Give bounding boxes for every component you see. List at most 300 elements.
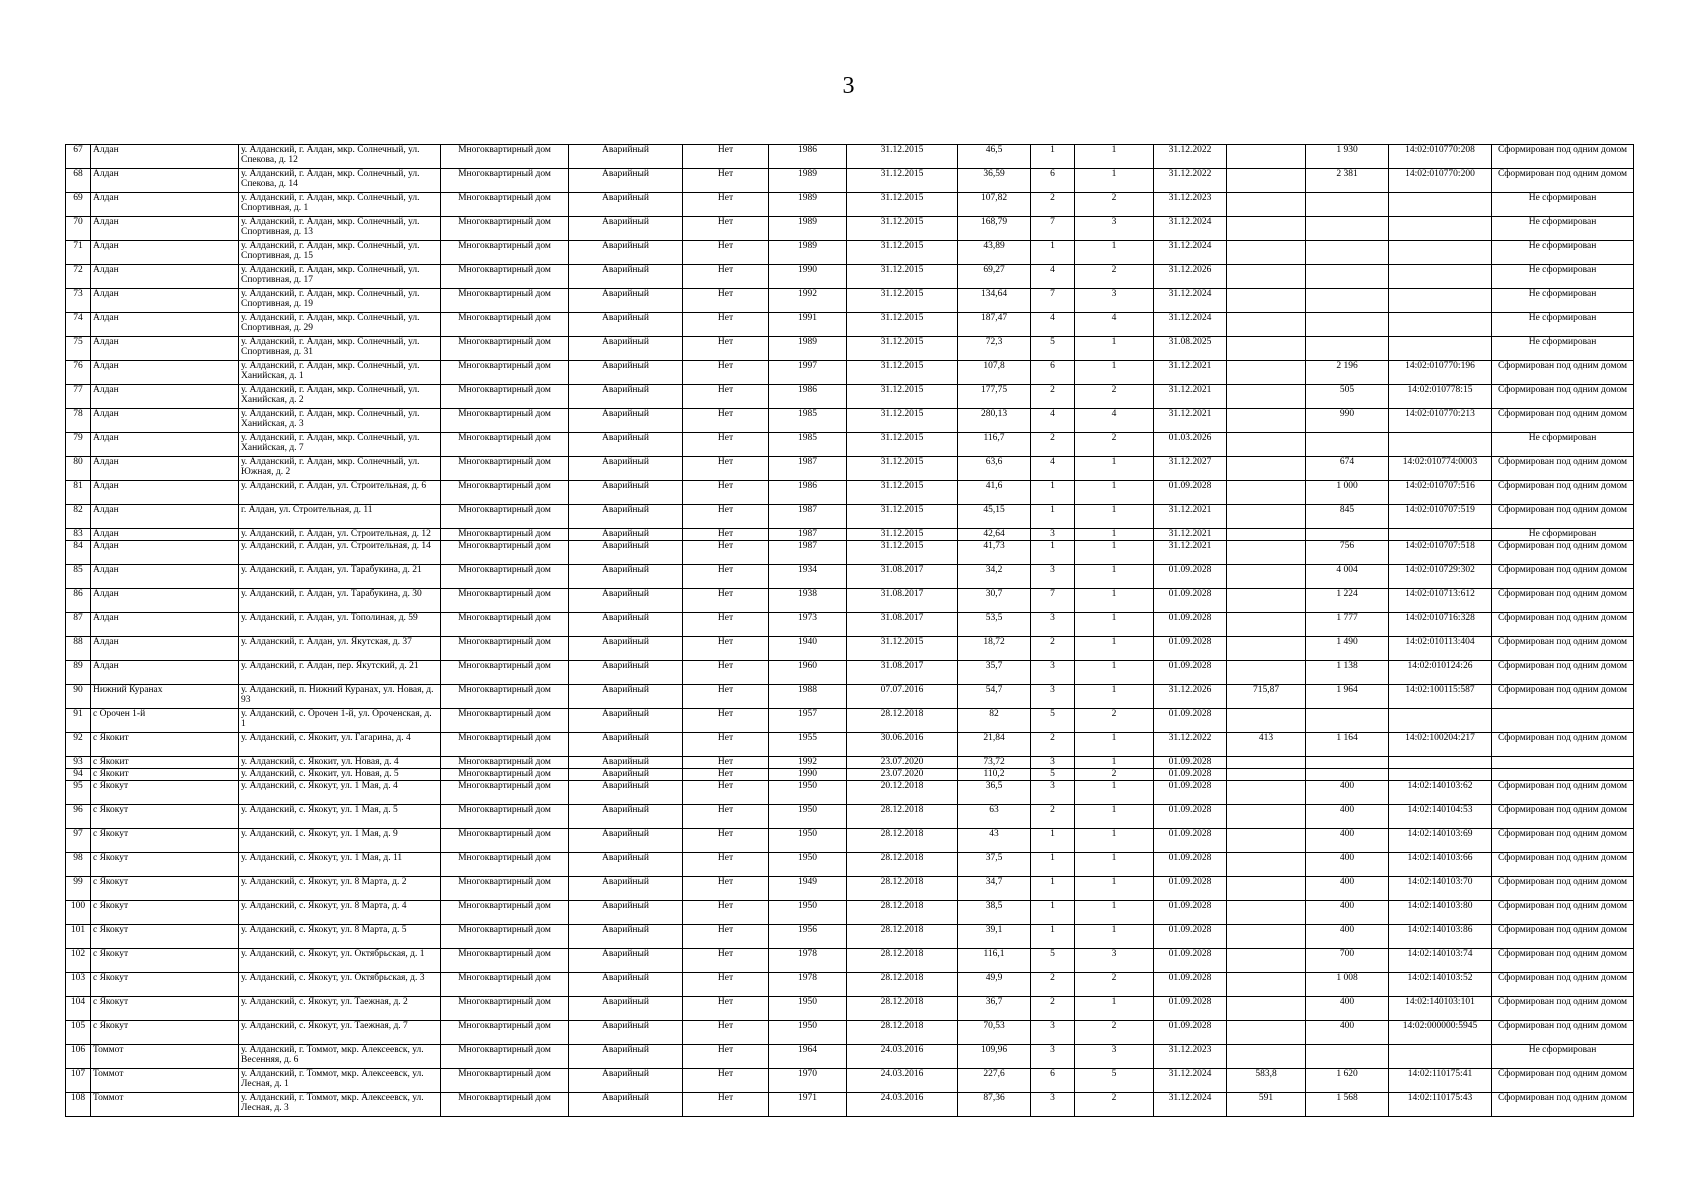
- cell-land-plot-status: Сформирован под одним домом: [1492, 733, 1634, 757]
- cell-land-area: [1227, 433, 1306, 457]
- cell-area: 53,5: [958, 613, 1031, 637]
- cell-apartments: 2: [1075, 973, 1154, 997]
- cell-land-area: [1227, 829, 1306, 853]
- cell-building-type: Многоквартирный дом: [441, 613, 569, 637]
- cell-cadastral-number: 14:02:100115:587: [1389, 685, 1492, 709]
- table-row: [66, 1045, 1634, 1069]
- cell-land-plot-status: Не сформирован: [1492, 265, 1634, 289]
- cell-condition: Аварийный: [569, 1093, 683, 1117]
- cell-recognition-date: 28.12.2018: [847, 829, 958, 853]
- cell-row-number: 89: [66, 661, 91, 685]
- cell-built-year: 1971: [769, 1093, 847, 1117]
- cell-row-number: 101: [66, 925, 91, 949]
- cell-land-area: [1227, 805, 1306, 829]
- cell-plot-area: 400: [1306, 781, 1389, 805]
- cell-land-area: [1227, 169, 1306, 193]
- table-row: [66, 337, 1634, 361]
- cell-cultural-heritage: Нет: [683, 217, 769, 241]
- cell-land-area: [1227, 313, 1306, 337]
- cell-address: г. Алдан, ул. Строительная, д. 11: [239, 505, 441, 529]
- cell-row-number: 86: [66, 589, 91, 613]
- cell-locality: Алдан: [91, 385, 239, 409]
- cell-condition: Аварийный: [569, 709, 683, 733]
- cell-row-number: 103: [66, 973, 91, 997]
- cell-locality: Алдан: [91, 481, 239, 505]
- cell-land-area: [1227, 529, 1306, 541]
- cell-land-plot-status: Сформирован под одним домом: [1492, 685, 1634, 709]
- cell-cultural-heritage: Нет: [683, 529, 769, 541]
- cell-residents: 1: [1031, 829, 1075, 853]
- cell-locality: с Якокут: [91, 973, 239, 997]
- cell-recognition-date: 31.12.2015: [847, 217, 958, 241]
- cell-apartments: 3: [1075, 289, 1154, 313]
- cell-cultural-heritage: Нет: [683, 565, 769, 589]
- cell-plot-area: [1306, 241, 1389, 265]
- cell-address: у. Алданский, г. Алдан, мкр. Солнечный, ул. Спортивная, д. 17: [239, 265, 441, 289]
- cell-row-number: 106: [66, 1045, 91, 1069]
- cell-relocation-date: 31.12.2027: [1154, 457, 1227, 481]
- cell-relocation-date: 01.09.2028: [1154, 781, 1227, 805]
- cell-area: 168,79: [958, 217, 1031, 241]
- table-row: [66, 565, 1634, 589]
- cell-area: 177,75: [958, 385, 1031, 409]
- cell-relocation-date: 01.09.2028: [1154, 481, 1227, 505]
- cell-residents: 2: [1031, 733, 1075, 757]
- cell-relocation-date: 01.09.2028: [1154, 973, 1227, 997]
- cell-area: 42,64: [958, 529, 1031, 541]
- cell-land-area: [1227, 541, 1306, 565]
- cell-relocation-date: 31.12.2026: [1154, 685, 1227, 709]
- cell-building-type: Многоквартирный дом: [441, 637, 569, 661]
- cell-recognition-date: 31.12.2015: [847, 481, 958, 505]
- cell-apartments: 1: [1075, 589, 1154, 613]
- cell-relocation-date: 31.12.2024: [1154, 241, 1227, 265]
- cell-land-area: [1227, 973, 1306, 997]
- cell-plot-area: 505: [1306, 385, 1389, 409]
- cell-locality: Алдан: [91, 145, 239, 169]
- cell-row-number: 96: [66, 805, 91, 829]
- cell-cadastral-number: 14:02:140103:66: [1389, 853, 1492, 877]
- table-row: [66, 853, 1634, 877]
- cell-area: 134,64: [958, 289, 1031, 313]
- cell-cadastral-number: 14:02:140103:86: [1389, 925, 1492, 949]
- cell-area: 46,5: [958, 145, 1031, 169]
- cell-condition: Аварийный: [569, 193, 683, 217]
- cell-row-number: 87: [66, 613, 91, 637]
- cell-cadastral-number: [1389, 241, 1492, 265]
- cell-condition: Аварийный: [569, 829, 683, 853]
- cell-address: у. Алданский, с. Якокут, ул. Октябрьская, д. 3: [239, 973, 441, 997]
- cell-area: 63: [958, 805, 1031, 829]
- cell-cadastral-number: 14:02:010124:26: [1389, 661, 1492, 685]
- cell-locality: Нижний Куранах: [91, 685, 239, 709]
- cell-condition: Аварийный: [569, 757, 683, 769]
- cell-address: у. Алданский, г. Алдан, мкр. Солнечный, ул. Спортивная, д. 31: [239, 337, 441, 361]
- cell-residents: 2: [1031, 637, 1075, 661]
- cell-locality: Алдан: [91, 505, 239, 529]
- cell-relocation-date: 01.09.2028: [1154, 589, 1227, 613]
- cell-condition: Аварийный: [569, 805, 683, 829]
- cell-recognition-date: 28.12.2018: [847, 925, 958, 949]
- cell-condition: Аварийный: [569, 589, 683, 613]
- cell-apartments: 1: [1075, 877, 1154, 901]
- cell-cadastral-number: 14:02:010729:302: [1389, 565, 1492, 589]
- cell-building-type: Многоквартирный дом: [441, 757, 569, 769]
- cell-residents: 2: [1031, 433, 1075, 457]
- cell-building-type: Многоквартирный дом: [441, 481, 569, 505]
- cell-apartments: 1: [1075, 685, 1154, 709]
- cell-land-area: [1227, 265, 1306, 289]
- cell-address: у. Алданский, с. Якокут, ул. Таежная, д. 2: [239, 997, 441, 1021]
- cell-row-number: 85: [66, 565, 91, 589]
- cell-relocation-date: 01.09.2028: [1154, 661, 1227, 685]
- cell-area: 69,27: [958, 265, 1031, 289]
- cell-cultural-heritage: Нет: [683, 457, 769, 481]
- cell-condition: Аварийный: [569, 265, 683, 289]
- cell-apartments: 1: [1075, 529, 1154, 541]
- cell-apartments: 1: [1075, 457, 1154, 481]
- cell-area: 38,5: [958, 901, 1031, 925]
- cell-row-number: 84: [66, 541, 91, 565]
- cell-area: 34,7: [958, 877, 1031, 901]
- table-row: [66, 997, 1634, 1021]
- cell-condition: Аварийный: [569, 997, 683, 1021]
- cell-building-type: Многоквартирный дом: [441, 541, 569, 565]
- cell-address: у. Алданский, г. Алдан, ул. Строительная, д. 14: [239, 541, 441, 565]
- cell-address: у. Алданский, г. Томмот, мкр. Алексеевск, ул. Весенняя, д. 6: [239, 1045, 441, 1069]
- cell-locality: с Якокут: [91, 829, 239, 853]
- cell-cultural-heritage: Нет: [683, 637, 769, 661]
- table-row: [66, 169, 1634, 193]
- cell-recognition-date: 31.12.2015: [847, 541, 958, 565]
- cell-locality: Алдан: [91, 193, 239, 217]
- table-row: [66, 217, 1634, 241]
- cell-land-plot-status: [1492, 709, 1634, 733]
- cell-land-area: 583,8: [1227, 1069, 1306, 1093]
- cell-address: у. Алданский, с. Якокут, ул. 1 Мая, д. 9: [239, 829, 441, 853]
- cell-row-number: 72: [66, 265, 91, 289]
- cell-plot-area: [1306, 217, 1389, 241]
- cell-building-type: Многоквартирный дом: [441, 217, 569, 241]
- cell-built-year: 1940: [769, 637, 847, 661]
- cell-row-number: 93: [66, 757, 91, 769]
- cell-building-type: Многоквартирный дом: [441, 169, 569, 193]
- cell-cultural-heritage: Нет: [683, 709, 769, 733]
- cell-condition: Аварийный: [569, 637, 683, 661]
- cell-area: 107,82: [958, 193, 1031, 217]
- cell-relocation-date: 01.09.2028: [1154, 757, 1227, 769]
- cell-plot-area: [1306, 769, 1389, 781]
- cell-condition: Аварийный: [569, 241, 683, 265]
- cell-land-plot-status: Сформирован под одним домом: [1492, 973, 1634, 997]
- cell-cadastral-number: 14:02:010707:519: [1389, 505, 1492, 529]
- cell-recognition-date: 31.12.2015: [847, 409, 958, 433]
- cell-area: 280,13: [958, 409, 1031, 433]
- cell-cadastral-number: [1389, 709, 1492, 733]
- cell-land-plot-status: Не сформирован: [1492, 289, 1634, 313]
- cell-condition: Аварийный: [569, 217, 683, 241]
- cell-cultural-heritage: Нет: [683, 505, 769, 529]
- cell-recognition-date: 31.12.2015: [847, 313, 958, 337]
- cell-built-year: 1989: [769, 169, 847, 193]
- cell-apartments: 1: [1075, 145, 1154, 169]
- cell-cultural-heritage: Нет: [683, 733, 769, 757]
- cell-apartments: 2: [1075, 709, 1154, 733]
- table-row: [66, 637, 1634, 661]
- cell-land-area: [1227, 241, 1306, 265]
- cell-plot-area: 400: [1306, 901, 1389, 925]
- cell-land-area: [1227, 997, 1306, 1021]
- cell-condition: Аварийный: [569, 733, 683, 757]
- cell-plot-area: 1 930: [1306, 145, 1389, 169]
- table-row: [66, 781, 1634, 805]
- cell-building-type: Многоквартирный дом: [441, 457, 569, 481]
- cell-area: 72,3: [958, 337, 1031, 361]
- cell-land-plot-status: Не сформирован: [1492, 241, 1634, 265]
- cell-relocation-date: 01.09.2028: [1154, 829, 1227, 853]
- cell-land-area: [1227, 409, 1306, 433]
- cell-cultural-heritage: Нет: [683, 997, 769, 1021]
- cell-cultural-heritage: Нет: [683, 1045, 769, 1069]
- cell-residents: 4: [1031, 409, 1075, 433]
- cell-plot-area: 700: [1306, 949, 1389, 973]
- cell-land-plot-status: Сформирован под одним домом: [1492, 997, 1634, 1021]
- cell-locality: с Якокут: [91, 877, 239, 901]
- cell-row-number: 75: [66, 337, 91, 361]
- cell-cadastral-number: 14:02:010707:516: [1389, 481, 1492, 505]
- cell-locality: Алдан: [91, 613, 239, 637]
- cell-residents: 3: [1031, 661, 1075, 685]
- cell-plot-area: 400: [1306, 805, 1389, 829]
- cell-built-year: 1990: [769, 265, 847, 289]
- cell-cultural-heritage: Нет: [683, 973, 769, 997]
- cell-building-type: Многоквартирный дом: [441, 241, 569, 265]
- cell-apartments: 5: [1075, 1069, 1154, 1093]
- cell-address: у. Алданский, г. Томмот, мкр. Алексеевск, ул. Лесная, д. 1: [239, 1069, 441, 1093]
- cell-address: у. Алданский, г. Томмот, мкр. Алексеевск, ул. Лесная, д. 3: [239, 1093, 441, 1117]
- cell-area: 39,1: [958, 925, 1031, 949]
- table-row: [66, 433, 1634, 457]
- cell-locality: Алдан: [91, 265, 239, 289]
- cell-land-area: [1227, 853, 1306, 877]
- cell-building-type: Многоквартирный дом: [441, 505, 569, 529]
- cell-recognition-date: 30.06.2016: [847, 733, 958, 757]
- cell-land-plot-status: Сформирован под одним домом: [1492, 565, 1634, 589]
- cell-recognition-date: 28.12.2018: [847, 997, 958, 1021]
- cell-building-type: Многоквартирный дом: [441, 265, 569, 289]
- cell-address: у. Алданский, г. Алдан, пер. Якутский, д. 21: [239, 661, 441, 685]
- cell-relocation-date: 01.09.2028: [1154, 613, 1227, 637]
- cell-area: 41,73: [958, 541, 1031, 565]
- cell-residents: 5: [1031, 769, 1075, 781]
- cell-built-year: 1956: [769, 925, 847, 949]
- cell-locality: с Якокит: [91, 757, 239, 769]
- cell-cultural-heritage: Нет: [683, 433, 769, 457]
- cell-building-type: Многоквартирный дом: [441, 565, 569, 589]
- cell-building-type: Многоквартирный дом: [441, 1021, 569, 1045]
- cell-area: 18,72: [958, 637, 1031, 661]
- cell-address: у. Алданский, г. Алдан, ул. Якутская, д. 37: [239, 637, 441, 661]
- cell-address: у. Алданский, г. Алдан, ул. Тарабукина, д. 21: [239, 565, 441, 589]
- cell-built-year: 1992: [769, 757, 847, 769]
- cell-recognition-date: 31.12.2015: [847, 637, 958, 661]
- cell-relocation-date: 31.12.2023: [1154, 193, 1227, 217]
- cell-land-plot-status: Сформирован под одним домом: [1492, 1021, 1634, 1045]
- cell-locality: с Орочен 1-й: [91, 709, 239, 733]
- cell-residents: 6: [1031, 361, 1075, 385]
- cell-cultural-heritage: Нет: [683, 385, 769, 409]
- cell-area: 21,84: [958, 733, 1031, 757]
- cell-cultural-heritage: Нет: [683, 169, 769, 193]
- cell-area: 107,8: [958, 361, 1031, 385]
- cell-row-number: 107: [66, 1069, 91, 1093]
- page-number: 3: [842, 73, 855, 99]
- cell-plot-area: 400: [1306, 925, 1389, 949]
- cell-address: у. Алданский, с. Якокут, ул. 1 Мая, д. 4: [239, 781, 441, 805]
- cell-relocation-date: 01.09.2028: [1154, 709, 1227, 733]
- cell-land-area: [1227, 481, 1306, 505]
- table-row: [66, 541, 1634, 565]
- cell-area: 43: [958, 829, 1031, 853]
- cell-locality: с Якокут: [91, 853, 239, 877]
- cell-cadastral-number: 14:02:010770:200: [1389, 169, 1492, 193]
- housing-register-table: [65, 144, 1634, 1117]
- cell-built-year: 1986: [769, 145, 847, 169]
- cell-land-plot-status: Сформирован под одним домом: [1492, 661, 1634, 685]
- cell-row-number: 92: [66, 733, 91, 757]
- cell-locality: Томмот: [91, 1093, 239, 1117]
- cell-built-year: 1988: [769, 685, 847, 709]
- cell-residents: 1: [1031, 481, 1075, 505]
- cell-building-type: Многоквартирный дом: [441, 529, 569, 541]
- table-row: [66, 925, 1634, 949]
- table-row: [66, 901, 1634, 925]
- cell-relocation-date: 31.12.2021: [1154, 409, 1227, 433]
- cell-address: у. Алданский, с. Якокут, ул. Таежная, д. 7: [239, 1021, 441, 1045]
- cell-land-plot-status: Сформирован под одним домом: [1492, 1093, 1634, 1117]
- cell-building-type: Многоквартирный дом: [441, 409, 569, 433]
- cell-residents: 2: [1031, 973, 1075, 997]
- cell-land-plot-status: Сформирован под одним домом: [1492, 481, 1634, 505]
- cell-apartments: 1: [1075, 757, 1154, 769]
- cell-condition: Аварийный: [569, 529, 683, 541]
- cell-building-type: Многоквартирный дом: [441, 925, 569, 949]
- cell-condition: Аварийный: [569, 169, 683, 193]
- cell-address: у. Алданский, г. Алдан, ул. Тарабукина, д. 30: [239, 589, 441, 613]
- table-row: [66, 481, 1634, 505]
- cell-residents: 1: [1031, 901, 1075, 925]
- cell-cadastral-number: 14:02:110175:41: [1389, 1069, 1492, 1093]
- cell-cultural-heritage: Нет: [683, 613, 769, 637]
- cell-building-type: Многоквартирный дом: [441, 709, 569, 733]
- cell-plot-area: 1 164: [1306, 733, 1389, 757]
- cell-address: у. Алданский, с. Якокут, ул. Октябрьская, д. 1: [239, 949, 441, 973]
- cell-recognition-date: 31.08.2017: [847, 661, 958, 685]
- cell-built-year: 1989: [769, 217, 847, 241]
- cell-area: 187,47: [958, 313, 1031, 337]
- cell-land-area: [1227, 757, 1306, 769]
- cell-row-number: 97: [66, 829, 91, 853]
- cell-plot-area: 1 000: [1306, 481, 1389, 505]
- cell-residents: 1: [1031, 145, 1075, 169]
- cell-area: 54,7: [958, 685, 1031, 709]
- cell-relocation-date: 31.12.2021: [1154, 505, 1227, 529]
- cell-apartments: 1: [1075, 337, 1154, 361]
- cell-cadastral-number: [1389, 217, 1492, 241]
- cell-plot-area: 756: [1306, 541, 1389, 565]
- cell-cadastral-number: 14:02:010778:15: [1389, 385, 1492, 409]
- cell-row-number: 90: [66, 685, 91, 709]
- cell-land-area: 715,87: [1227, 685, 1306, 709]
- cell-locality: Алдан: [91, 457, 239, 481]
- cell-condition: Аварийный: [569, 565, 683, 589]
- cell-condition: Аварийный: [569, 457, 683, 481]
- cell-residents: 7: [1031, 217, 1075, 241]
- cell-locality: Алдан: [91, 409, 239, 433]
- cell-plot-area: 1 964: [1306, 685, 1389, 709]
- cell-relocation-date: 01.03.2026: [1154, 433, 1227, 457]
- cell-address: у. Алданский, с. Якокит, ул. Новая, д. 5: [239, 769, 441, 781]
- cell-built-year: 1950: [769, 1021, 847, 1045]
- table-row: [66, 289, 1634, 313]
- cell-cadastral-number: 14:02:140103:62: [1389, 781, 1492, 805]
- cell-plot-area: 1 490: [1306, 637, 1389, 661]
- cell-cadastral-number: [1389, 289, 1492, 313]
- cell-locality: Алдан: [91, 661, 239, 685]
- cell-apartments: 1: [1075, 781, 1154, 805]
- table-row: [66, 805, 1634, 829]
- cell-locality: Алдан: [91, 313, 239, 337]
- cell-land-plot-status: Сформирован под одним домом: [1492, 925, 1634, 949]
- cell-residents: 3: [1031, 613, 1075, 637]
- cell-address: у. Алданский, г. Алдан, мкр. Солнечный, ул. Ханийская, д. 3: [239, 409, 441, 433]
- cell-cadastral-number: 14:02:010113:404: [1389, 637, 1492, 661]
- cell-cadastral-number: 14:02:010770:213: [1389, 409, 1492, 433]
- cell-area: 110,2: [958, 769, 1031, 781]
- cell-cultural-heritage: Нет: [683, 781, 769, 805]
- cell-address: у. Алданский, г. Алдан, мкр. Солнечный, ул. Спортивная, д. 19: [239, 289, 441, 313]
- cell-locality: Алдан: [91, 433, 239, 457]
- cell-recognition-date: 20.12.2018: [847, 781, 958, 805]
- cell-row-number: 68: [66, 169, 91, 193]
- cell-built-year: 1934: [769, 565, 847, 589]
- cell-plot-area: 845: [1306, 505, 1389, 529]
- cell-land-area: [1227, 901, 1306, 925]
- cell-row-number: 76: [66, 361, 91, 385]
- cell-row-number: 67: [66, 145, 91, 169]
- table-row: [66, 385, 1634, 409]
- cell-land-plot-status: Сформирован под одним домом: [1492, 409, 1634, 433]
- cell-land-area: [1227, 709, 1306, 733]
- cell-relocation-date: 01.09.2028: [1154, 565, 1227, 589]
- cell-relocation-date: 31.12.2024: [1154, 1093, 1227, 1117]
- cell-land-plot-status: Не сформирован: [1492, 529, 1634, 541]
- cell-recognition-date: 31.12.2015: [847, 433, 958, 457]
- cell-condition: Аварийный: [569, 433, 683, 457]
- table-row: [66, 769, 1634, 781]
- table-row: [66, 1021, 1634, 1045]
- cell-relocation-date: 01.09.2028: [1154, 925, 1227, 949]
- cell-apartments: 2: [1075, 193, 1154, 217]
- cell-row-number: 105: [66, 1021, 91, 1045]
- cell-condition: Аварийный: [569, 853, 683, 877]
- cell-plot-area: [1306, 433, 1389, 457]
- cell-relocation-date: 01.09.2028: [1154, 805, 1227, 829]
- cell-area: 49,9: [958, 973, 1031, 997]
- cell-apartments: 3: [1075, 217, 1154, 241]
- cell-plot-area: 1 568: [1306, 1093, 1389, 1117]
- cell-area: 30,7: [958, 589, 1031, 613]
